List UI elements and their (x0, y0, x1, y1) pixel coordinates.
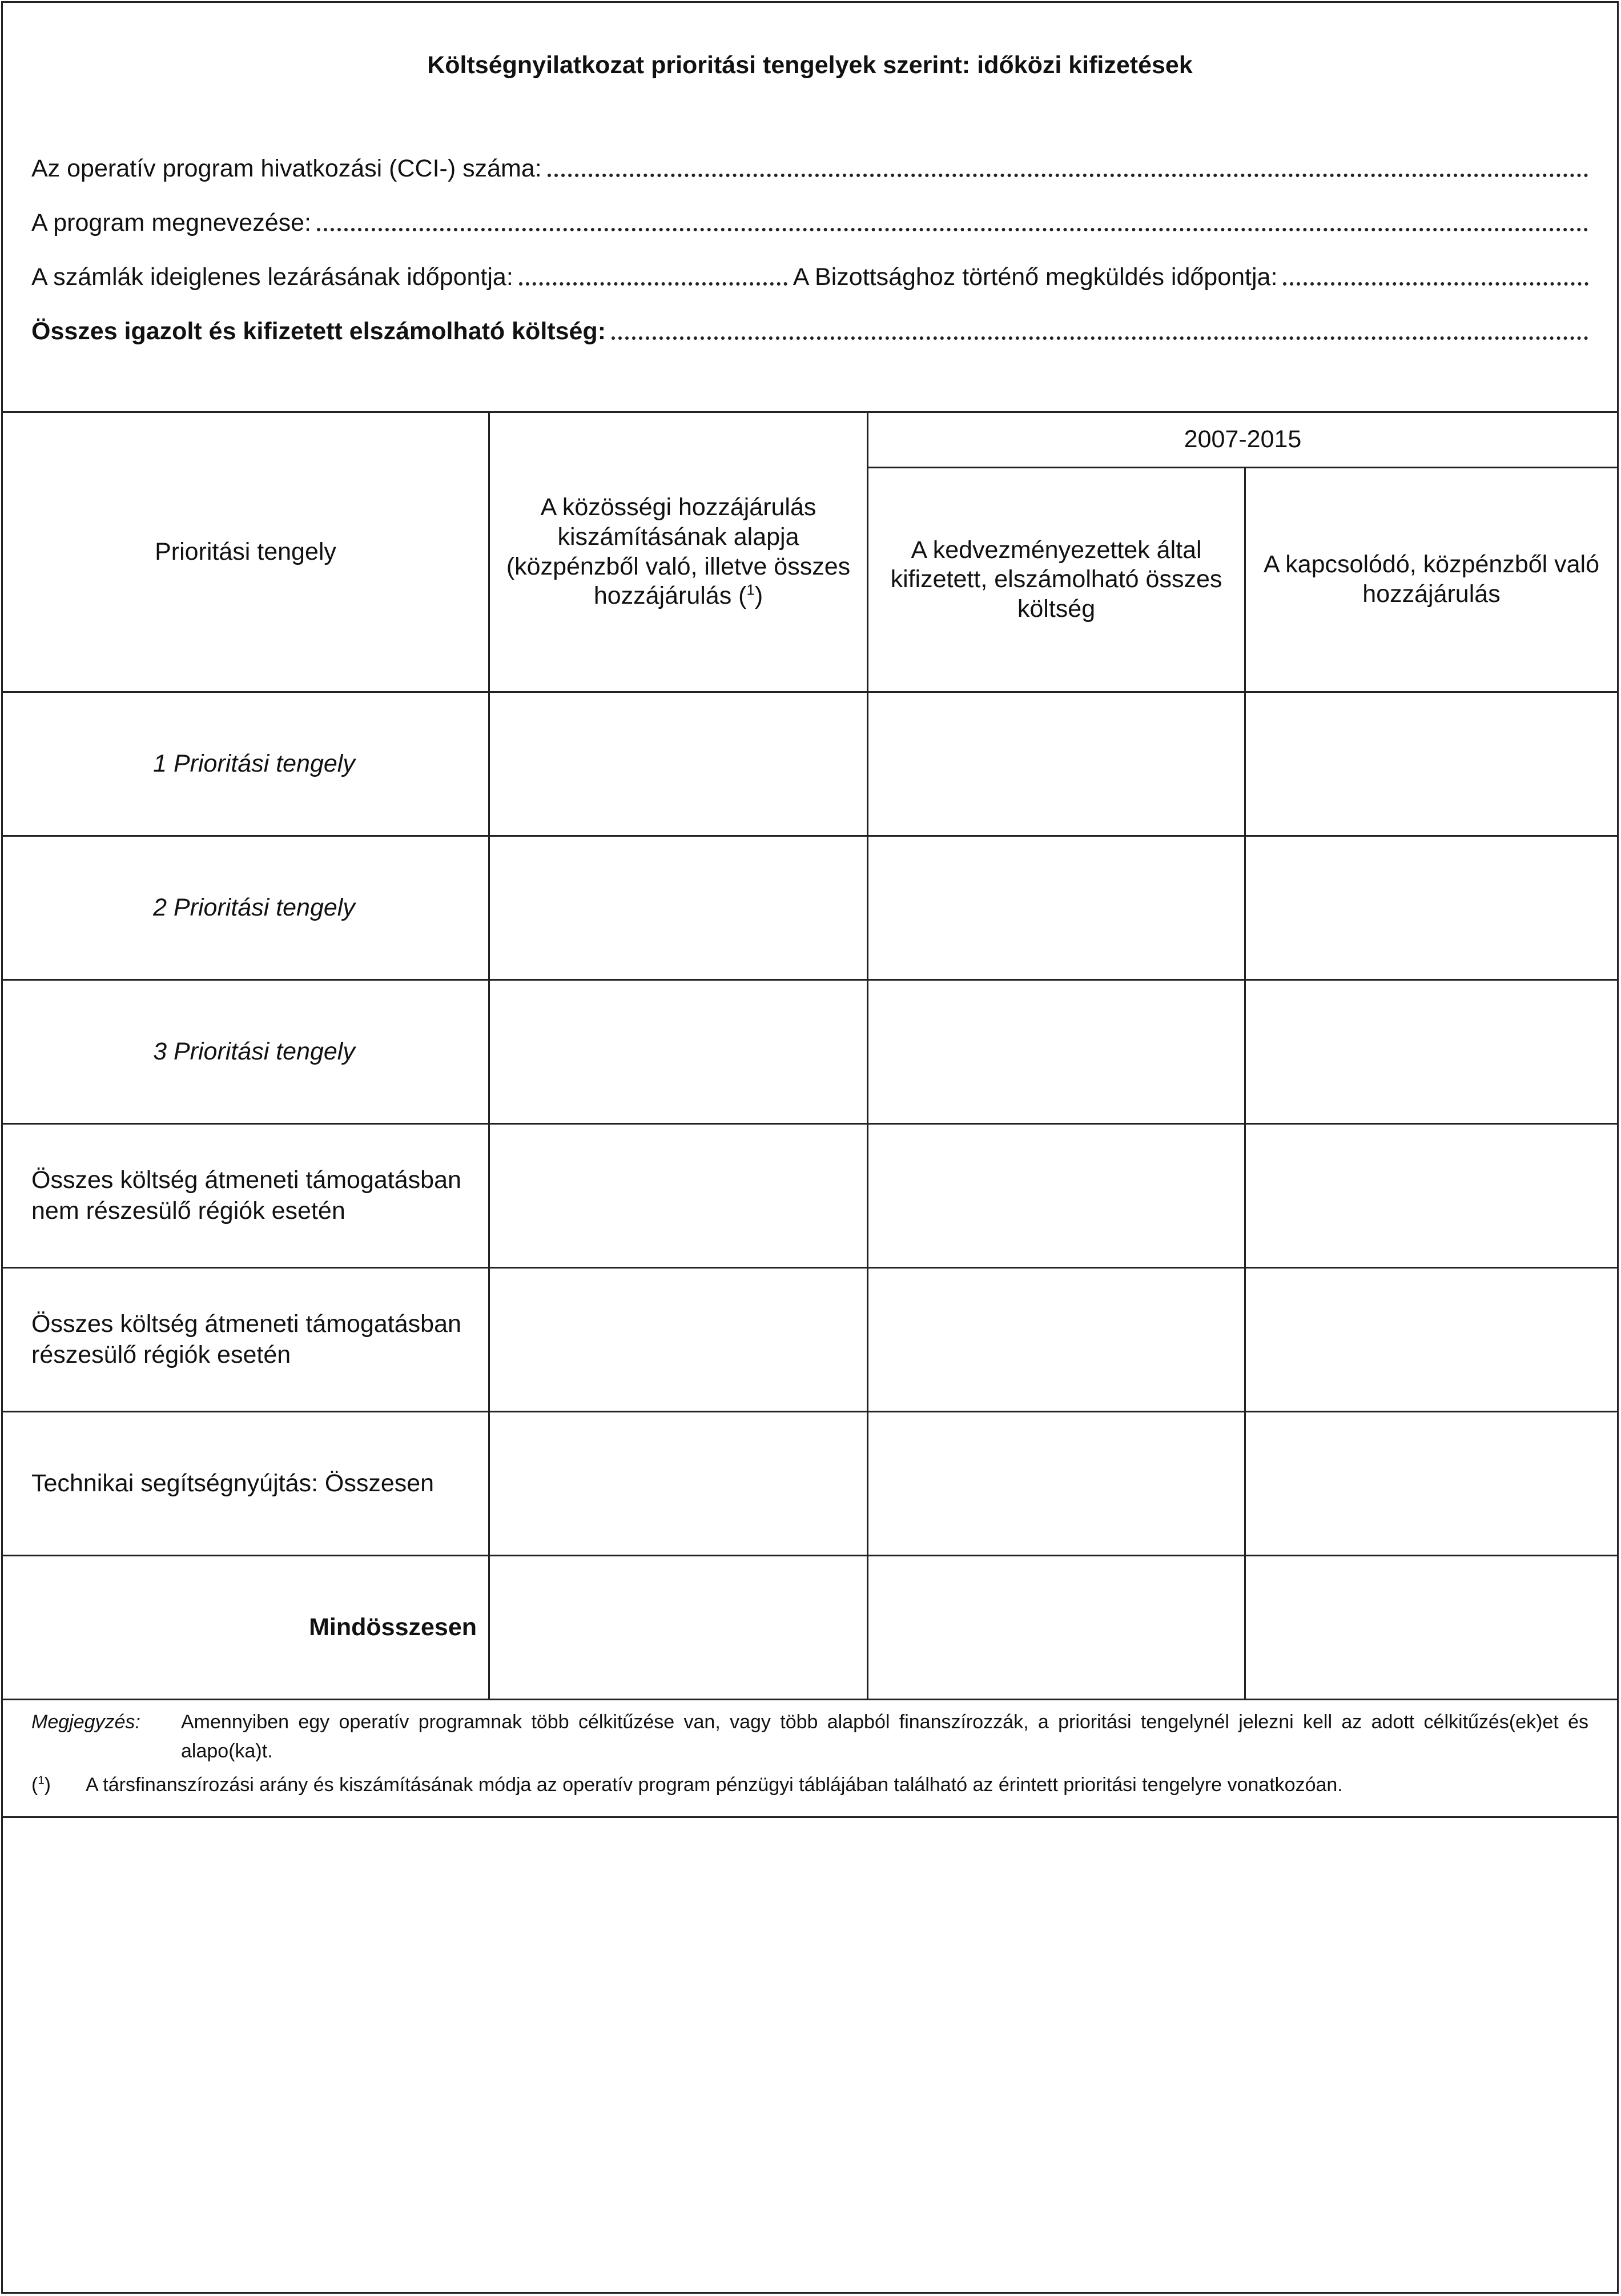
sending-date-label: A Bizottsághoz történő megküldés időpontja: (793, 263, 1278, 291)
dates-field (31, 257, 1588, 291)
total-cost-input-line[interactable] (612, 336, 1588, 340)
divider (3, 1816, 1617, 1818)
row-label-priority-2: 2 Prioritási tengely (153, 893, 355, 921)
divider (3, 1699, 1617, 1700)
cci-field (31, 148, 1588, 183)
row-label-technical-assistance: Technikai segítségnyújtás: Összesen (31, 1469, 435, 1497)
form-page (1, 1, 1619, 2294)
header-contribution-basis: A közösségi hozzájárulás kiszámításának alapja (közpénzből való, illetve összes hozzájárulás ($^1$) (506, 493, 851, 610)
note-text: Amennyiben egy operatív programnak több célkitűzése van, vagy több alapból finanszírozzák, a prioritási tengelynél jelezni kell az adott célkitűzés(ek)et és alapo(ka)t. (181, 1711, 1588, 1762)
footnote-text: A társfinanszírozási arány és kiszámításának módja az operatív program pénzügyi táblájában található az érintett prioritási tengelyre vonatkozóan. (86, 1774, 1343, 1796)
cci-label: Az operatív program hivatkozási (CCI-) száma: (31, 155, 542, 182)
total-cost-label: Összes igazolt és kifizetett elszámolható költség: (31, 318, 606, 345)
row-label-priority-3: 3 Prioritási tengely (153, 1037, 355, 1065)
row-label-transitional: Összes költség átmeneti támogatásban részesülő régiók esetén (31, 1310, 461, 1368)
total-cost-field (31, 311, 1588, 346)
row-label-priority-1: 1 Prioritási tengely (153, 749, 355, 777)
header-priority-axis: Prioritási tengely (155, 537, 336, 565)
program-name-input-line[interactable] (317, 227, 1588, 231)
header-public-contribution: A kapcsolódó, közpénzből való hozzájárulás (1263, 551, 1600, 608)
header-beneficiaries-cost: A kedvezményezettek által kifizetett, elszámolható összes költség (890, 536, 1222, 623)
closing-date-input-line[interactable] (519, 282, 787, 286)
sending-date-input-line[interactable] (1283, 282, 1588, 286)
program-name-field (31, 203, 1588, 237)
row-label-non-transitional: Összes költség átmeneti támogatásban nem részesülő régiók esetén (31, 1166, 461, 1225)
form-title: Költségnyilatkozat prioritási tengelyek szerint: időközi kifizetések (427, 51, 1193, 79)
cci-input-line[interactable] (548, 173, 1588, 177)
program-name-label: A program megnevezése: (31, 209, 311, 236)
footnote (31, 1771, 1588, 1800)
row-label-grand-total: Mindösszesen (309, 1613, 477, 1641)
header-period: 2007-2015 (1184, 426, 1302, 453)
notes-section (31, 1708, 1588, 1800)
note (31, 1708, 1588, 1766)
closing-date-label: A számlák ideiglenes lezárásának időpontja: (31, 263, 513, 291)
note-label: Megjegyzés: (31, 1711, 140, 1733)
footnote-marker: ($^1$) (31, 1774, 51, 1796)
